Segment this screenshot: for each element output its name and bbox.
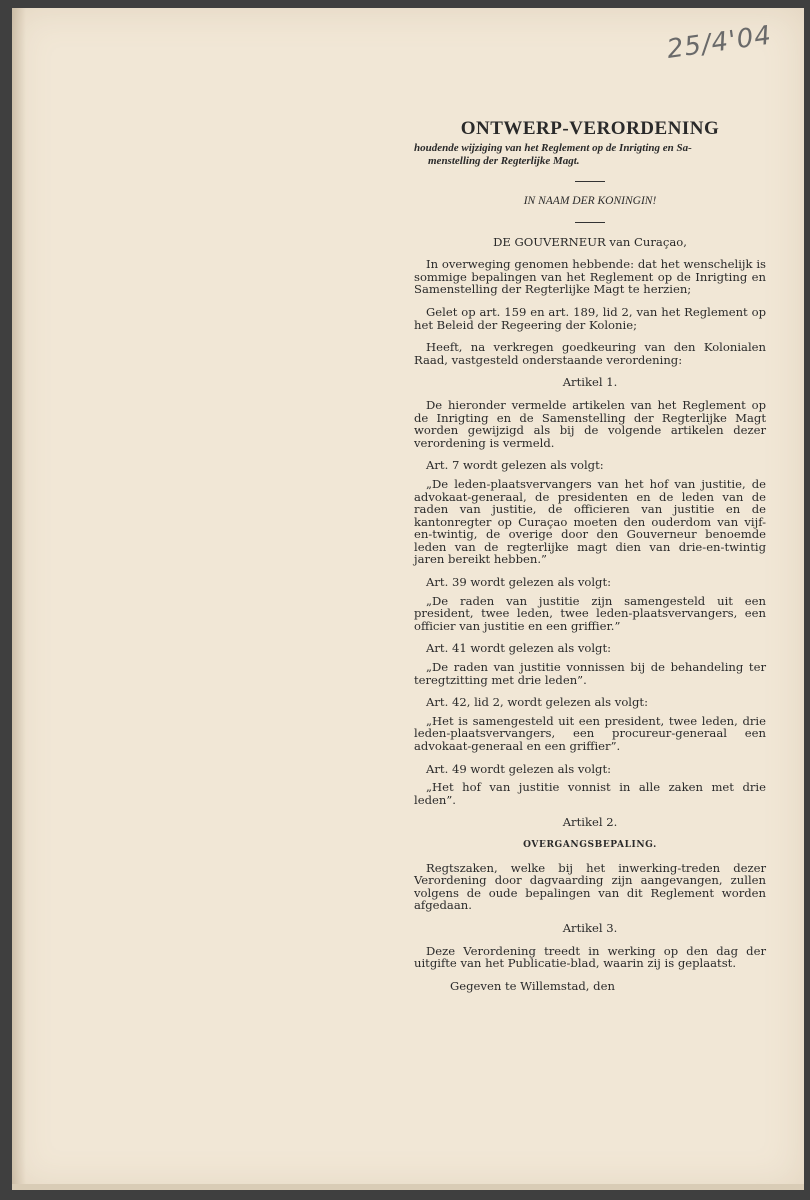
preamble-paragraph: In overweging genomen hebbende: dat het wenschelijk is sommige bepalingen van het Reglement op de Inrigting en Samenstelling der Regterlijke Magt te herzien;	[414, 257, 766, 297]
invocation: IN NAAM DER KONINGIN!	[523, 195, 657, 207]
amendment-intro: Art. 42, lid 2, wordt gelezen als volgt:	[426, 695, 649, 710]
divider-rule	[575, 222, 605, 223]
amendment-intro: Art. 49 wordt gelezen als volgt:	[426, 761, 612, 776]
amendment-intro: Art. 7 wordt gelezen als volgt:	[426, 458, 604, 473]
closing-line: Gegeven te Willemstad, den	[450, 978, 615, 993]
issuer-line: DE GOUVERNEUR van Curaçao,	[493, 234, 687, 249]
article-heading: Artikel 2.	[562, 815, 618, 830]
page-bottom-edge	[12, 1184, 804, 1190]
article-heading: Artikel 3.	[562, 920, 618, 935]
document-subtitle	[414, 142, 766, 167]
subtitle-line-2: menstelling der Regterlijke Magt.	[428, 154, 580, 167]
amendment-text: „De raden van justitie zijn samengesteld uit een president, twee leden, twee leden-plaatsvervangers, een officier van justitie en een griffier.”	[414, 593, 766, 633]
article-text: De hieronder vermelde artikelen van het Reglement op de Inrigting en de Samenstelling der Regterlijke Magt worden gewijzigd als bij de volgende artikelen dezer verordening is vermeld.	[414, 397, 766, 450]
article-text: Deze Verordening treedt in werking op den dag der uitgifte van het Publicatie-blad, waarin zij is geplaatst.	[414, 943, 766, 971]
document-title: ONTWERP-VERORDENING	[460, 118, 720, 139]
document-content	[414, 118, 766, 992]
amendment-intro: Art. 41 wordt gelezen als volgt:	[426, 641, 612, 656]
article-subheading: OVERGANGSBEPALING.	[523, 839, 657, 850]
amendment-text: „De leden-plaatsvervangers van het hof van justitie, de advokaat-generaal, de presidenten en de leden van de raden van justitie, de officieren van justitie en de kantonregter op Curaçao moeten den ouderdom van vijf-en-twintig, de overige door den Gouverneur benoemde leden van de regterlijke magt dien van drie-en-twintig jaren bereikt hebben.”	[414, 476, 766, 567]
page-fold-shadow	[12, 8, 26, 1190]
divider-rule	[575, 181, 605, 182]
preamble-paragraph: Gelet op art. 159 en art. 189, lid 2, van het Reglement op het Beleid der Regeering der Kolonie;	[414, 304, 766, 332]
article-heading: Artikel 1.	[562, 375, 618, 390]
handwritten-date-annotation: 25/4'04	[665, 20, 774, 65]
amendment-text: „Het is samengesteld uit een president, twee leden, drie leden-plaatsvervangers, een procureur-generaal een advokaat-generaal en een griffier”.	[414, 713, 766, 753]
amendment-intro: Art. 39 wordt gelezen als volgt:	[426, 575, 612, 590]
amendment-text: „Het hof van justitie vonnist in alle zaken met drie leden”.	[414, 780, 766, 807]
article-text: Regtszaken, welke bij het inwerking-treden dezer Verordening door dagvaarding zijn aangevangen, zullen volgens de oude bepalingen van dit Reglement worden afgedaan.	[414, 860, 766, 913]
preamble-paragraph: Heeft, na verkregen goedkeuring van den Kolonialen Raad, vastgesteld onderstaande verordening:	[414, 340, 766, 367]
subtitle-line-1: houdende wijziging van het Reglement op de Inrigting en Sa-	[414, 142, 692, 154]
amendment-text: „De raden van justitie vonnissen bij de behandeling ter teregtzitting met drie leden”.	[414, 660, 766, 687]
